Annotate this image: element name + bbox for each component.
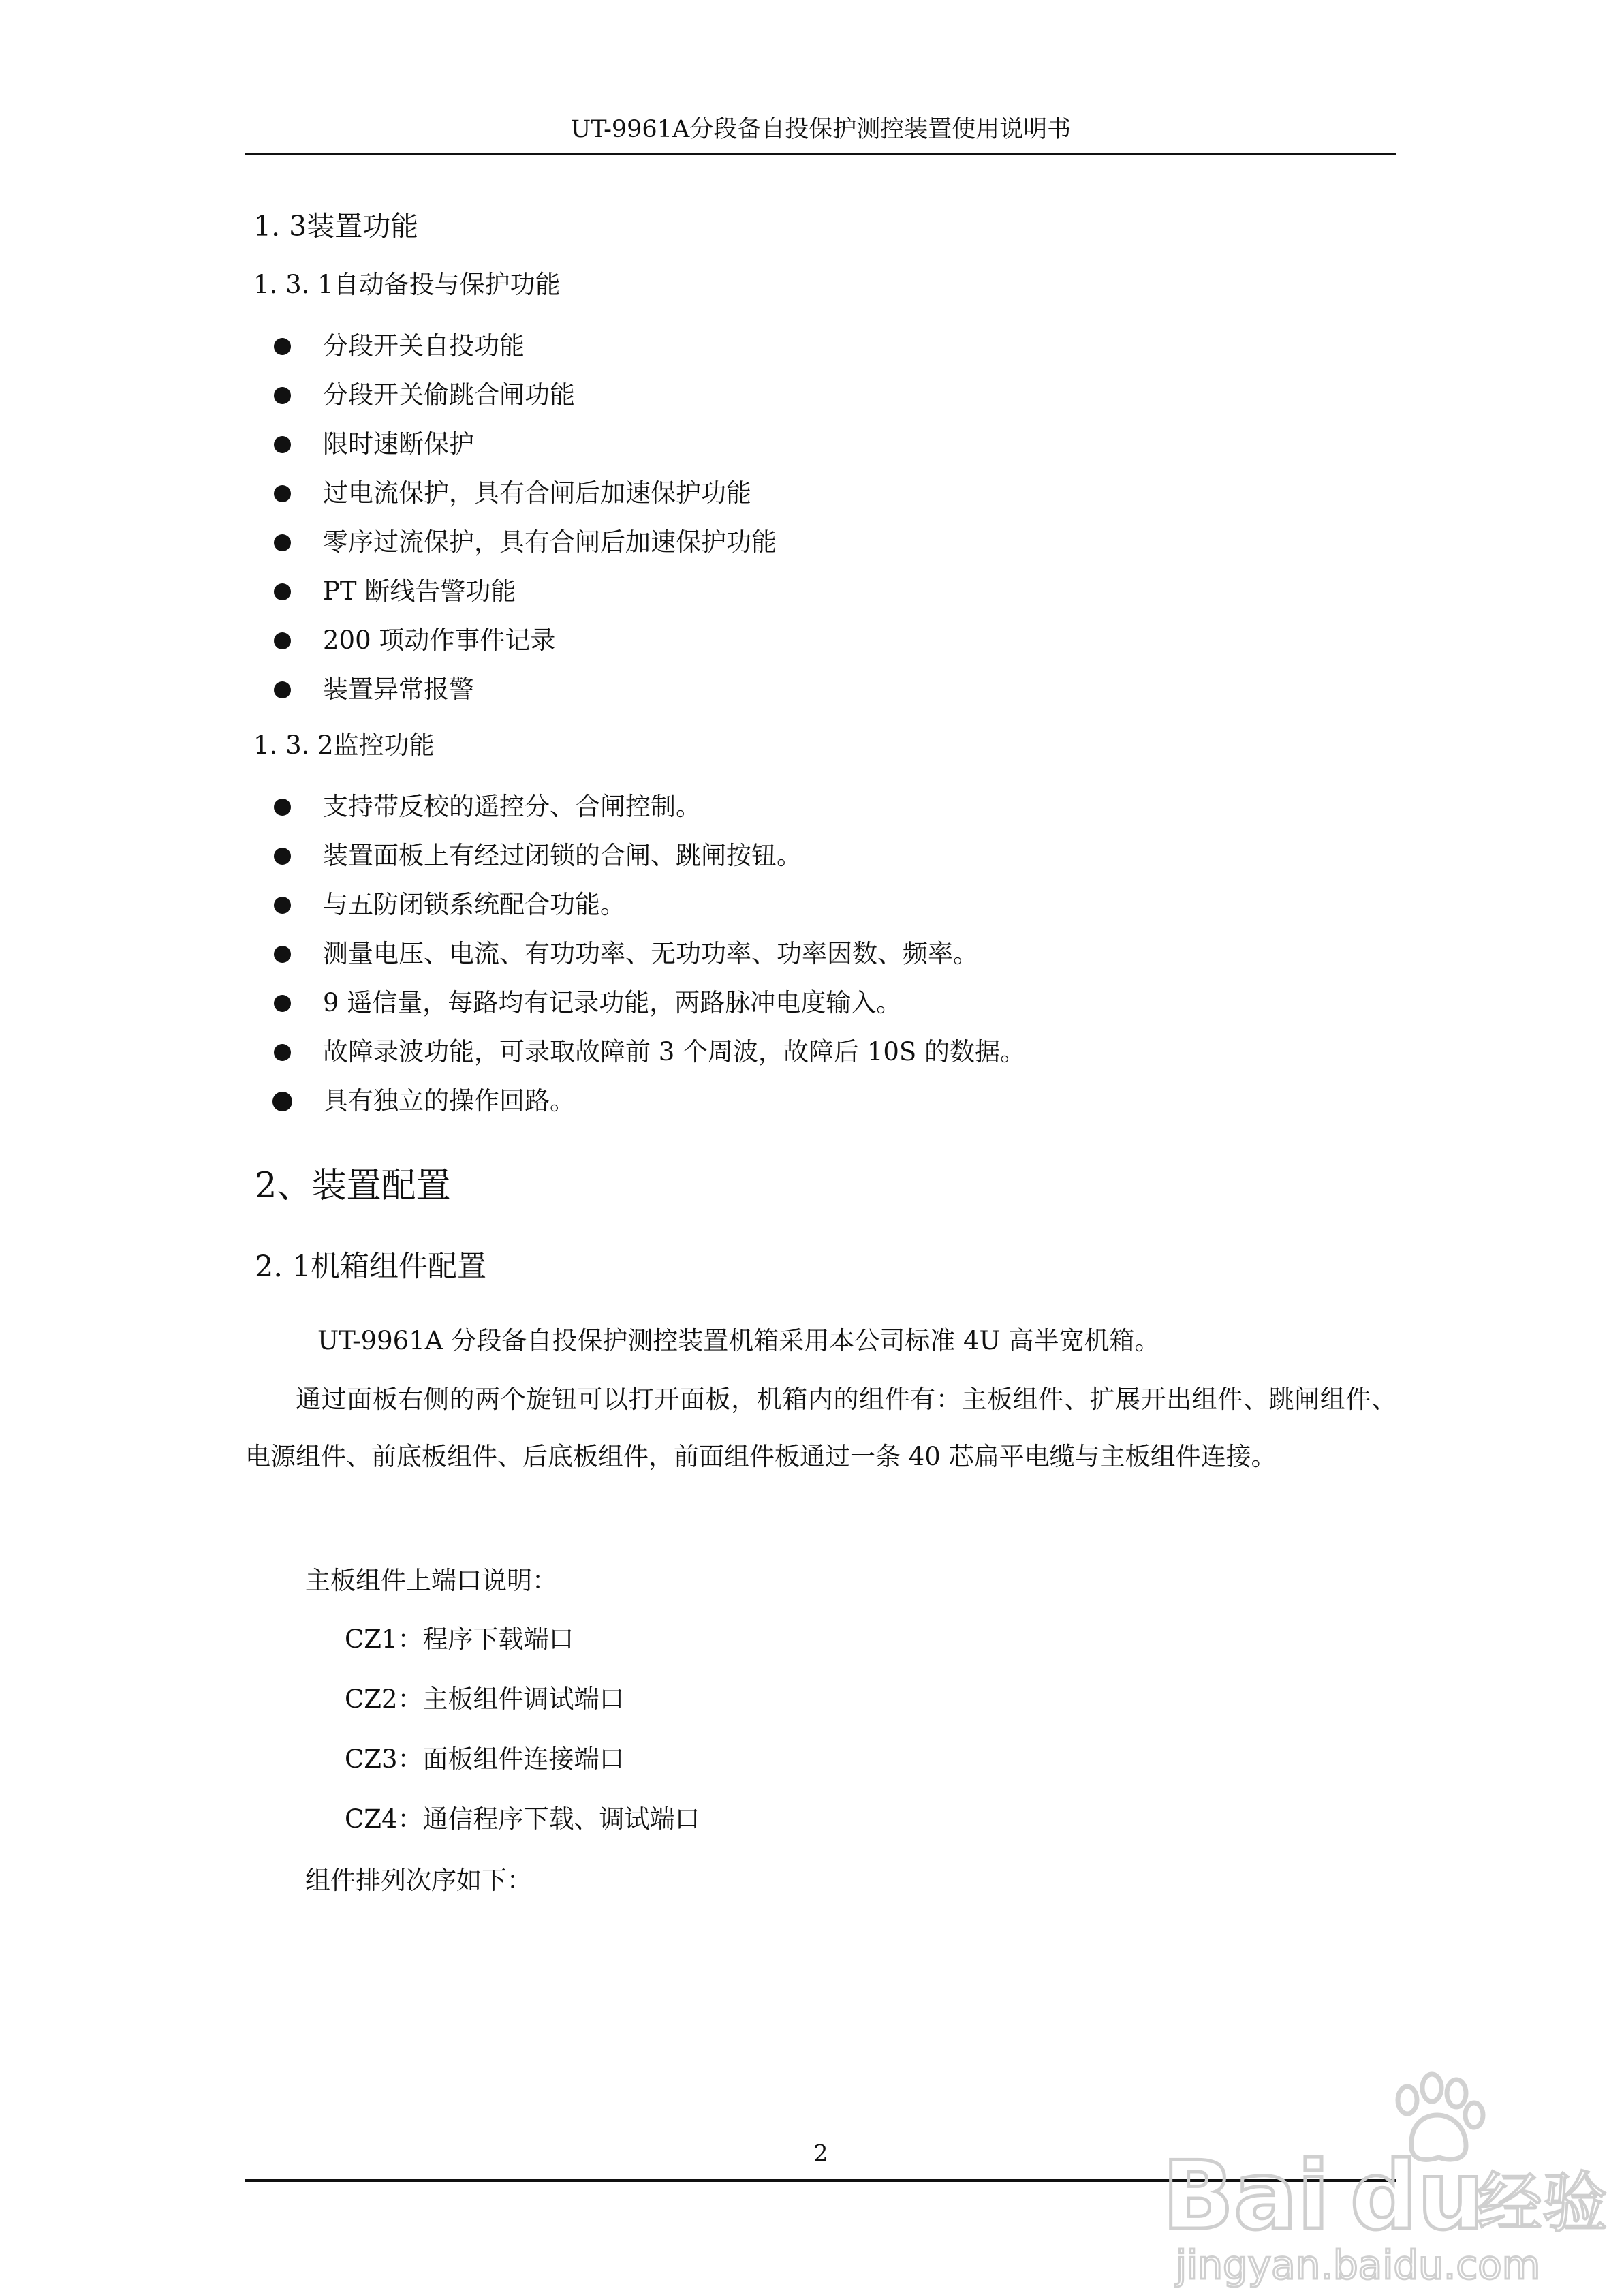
list-item: 过电流保护，具有合闸后加速保护功能 xyxy=(274,476,1364,517)
page-number: 2 xyxy=(813,2140,828,2166)
bullet-dot-icon xyxy=(274,632,291,649)
ports-intro: 主板组件上端口说明： xyxy=(305,1566,557,1595)
list-item: CZ1：程序下载端口 xyxy=(345,1624,574,1654)
list-item: CZ2：主板组件调试端口 xyxy=(345,1684,625,1714)
subsection-heading-1-3-2: 1. 3. 2监控功能 xyxy=(253,730,435,760)
paragraph-chassis: UT-9961A 分段备自投保护测控装置机箱采用本公司标准 4U 高半宽机箱。 xyxy=(317,1326,1160,1355)
bullet-dot-icon xyxy=(274,534,291,551)
bullet-dot-icon xyxy=(274,681,291,698)
list-item: 限时速断保护 xyxy=(274,427,1364,467)
list-item: CZ3：面板组件连接端口 xyxy=(345,1744,625,1774)
bullet-dot-icon xyxy=(274,897,291,914)
list-item: 装置异常报警 xyxy=(274,672,1364,713)
bullet-dot-icon xyxy=(274,848,291,865)
page-header-title: UT-9961A分段备自投保护测控装置使用说明书 xyxy=(570,116,1072,143)
bullet-dot-icon xyxy=(274,387,291,404)
bullet-dot-icon xyxy=(274,799,291,816)
list-item: 200 项动作事件记录 xyxy=(274,623,1364,664)
bullet-dot-icon xyxy=(274,1044,291,1061)
bullet-dot-icon xyxy=(274,583,291,600)
baidu-jingyan-watermark xyxy=(1151,2058,1621,2290)
subsection-heading-1-3-1: 1. 3. 1自动备投与保护功能 xyxy=(253,270,561,299)
list-item: 分段开关偷跳合闸功能 xyxy=(274,378,1364,418)
list-item: 具有独立的操作回路。 xyxy=(274,1083,1364,1124)
list-item: 分段开关自投功能 xyxy=(274,328,1364,369)
list-item: CZ4：通信程序下载、调试端口 xyxy=(345,1804,700,1834)
list-item: 9 遥信量，每路均有记录功能，两路脉冲电度输入。 xyxy=(274,985,1364,1026)
watermark-brand-jingyan: 经验 xyxy=(1477,2165,1608,2241)
section-heading-2: 2、装置配置 xyxy=(255,1166,451,1206)
list-item: 装置面板上有经过闭锁的合闸、跳闸按钮。 xyxy=(274,838,1364,879)
order-intro: 组件排列次序如下： xyxy=(305,1866,532,1895)
watermark-url: jingyan.baidu.com xyxy=(1176,2242,1541,2288)
bullet-dot-icon xyxy=(274,436,291,453)
bullet-dot-icon xyxy=(274,338,291,355)
bullet-dot-icon xyxy=(274,946,291,963)
watermark-brand-bai: Bai xyxy=(1162,2141,1330,2251)
bullet-dot-icon xyxy=(274,485,291,502)
watermark-brand-du: du xyxy=(1350,2141,1485,2251)
paragraph-components: 通过面板右侧的两个旋钮可以打开面板，机箱内的组件有：主板组件、扩展开出组件、跳闸组件、电源组件、前底板组件、后底板组件，前面组件板通过一条 40 芯扁平电缆与主板组件连接。 xyxy=(245,1385,1396,1471)
bullet-dot-icon xyxy=(272,1092,292,1111)
list-item: 支持带反校的遥控分、合闸控制。 xyxy=(274,789,1364,830)
list-item: 零序过流保护，具有合闸后加速保护功能 xyxy=(274,525,1364,566)
header-rule xyxy=(245,153,1396,155)
subsection-heading-2-1: 2. 1机箱组件配置 xyxy=(255,1250,487,1284)
list-item: 故障录波功能，可录取故障前 3 个周波，故障后 10S 的数据。 xyxy=(274,1034,1364,1075)
list-item: 与五防闭锁系统配合功能。 xyxy=(274,887,1364,928)
list-item: PT 断线告警功能 xyxy=(274,574,1364,615)
section-heading-1-3: 1. 3装置功能 xyxy=(253,210,419,243)
bullet-dot-icon xyxy=(274,995,291,1012)
list-item: 测量电压、电流、有功功率、无功功率、功率因数、频率。 xyxy=(274,936,1364,977)
